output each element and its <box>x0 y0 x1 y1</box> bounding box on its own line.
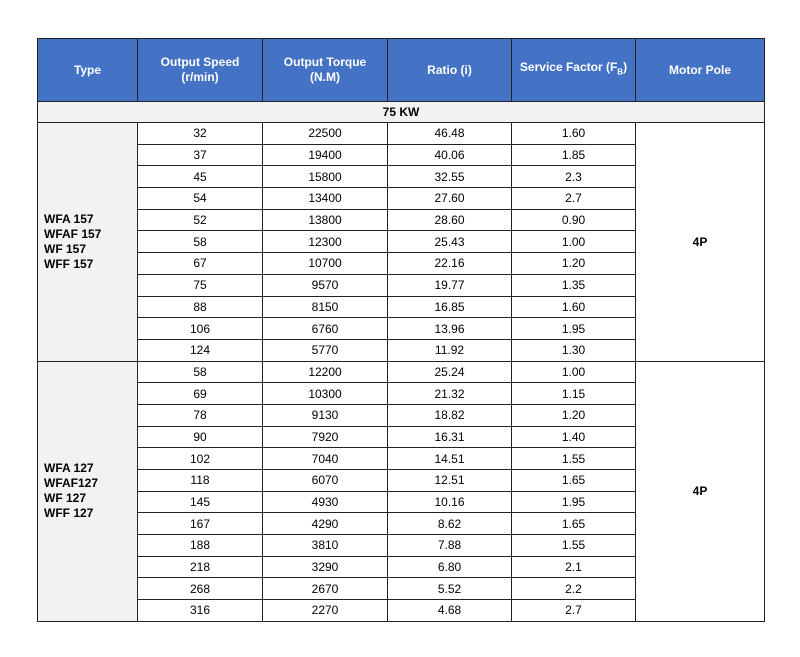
header-output-torque-line2: (N.M) <box>310 70 340 84</box>
header-output-speed <box>138 39 263 102</box>
specification-table <box>37 38 765 622</box>
output-speed-cell: 69 <box>138 383 263 405</box>
output-torque-cell: 13400 <box>263 188 388 210</box>
output-speed-cell: 124 <box>138 339 263 361</box>
output-speed-cell: 52 <box>138 209 263 231</box>
output-speed-cell: 37 <box>138 144 263 166</box>
output-torque-cell: 19400 <box>263 144 388 166</box>
service-factor-cell: 1.65 <box>512 513 636 535</box>
output-torque-cell: 9570 <box>263 274 388 296</box>
type-cell <box>38 361 138 621</box>
output-torque-cell: 7920 <box>263 426 388 448</box>
ratio-cell: 6.80 <box>388 556 512 578</box>
ratio-cell: 46.48 <box>388 123 512 145</box>
power-row <box>38 102 765 123</box>
output-speed-cell: 58 <box>138 361 263 383</box>
output-speed-cell: 145 <box>138 491 263 513</box>
ratio-cell: 8.62 <box>388 513 512 535</box>
output-speed-cell: 218 <box>138 556 263 578</box>
output-torque-cell: 4290 <box>263 513 388 535</box>
output-torque-cell: 22500 <box>263 123 388 145</box>
output-speed-cell: 45 <box>138 166 263 188</box>
service-factor-cell: 1.15 <box>512 383 636 405</box>
output-speed-cell: 102 <box>138 448 263 470</box>
output-speed-cell: 78 <box>138 404 263 426</box>
ratio-cell: 18.82 <box>388 404 512 426</box>
table-row <box>38 361 765 383</box>
output-torque-cell: 9130 <box>263 404 388 426</box>
output-torque-cell: 2270 <box>263 600 388 622</box>
service-factor-cell: 1.55 <box>512 535 636 557</box>
output-torque-cell: 13800 <box>263 209 388 231</box>
output-speed-cell: 54 <box>138 188 263 210</box>
service-factor-cell: 0.90 <box>512 209 636 231</box>
service-factor-cell: 2.1 <box>512 556 636 578</box>
output-speed-cell: 90 <box>138 426 263 448</box>
output-torque-cell: 5770 <box>263 339 388 361</box>
output-torque-cell: 6070 <box>263 470 388 492</box>
output-torque-cell: 12300 <box>263 231 388 253</box>
service-factor-cell: 2.2 <box>512 578 636 600</box>
output-torque-cell: 12200 <box>263 361 388 383</box>
gearbox-group-157 <box>38 123 765 362</box>
service-factor-cell: 1.00 <box>512 361 636 383</box>
ratio-cell: 25.43 <box>388 231 512 253</box>
type-model: WF 157 <box>44 241 87 256</box>
output-speed-cell: 167 <box>138 513 263 535</box>
ratio-cell: 12.51 <box>388 470 512 492</box>
motor-pole-cell: 4P <box>636 361 765 621</box>
output-speed-cell: 75 <box>138 274 263 296</box>
ratio-cell: 7.88 <box>388 535 512 557</box>
service-factor-cell: 1.00 <box>512 231 636 253</box>
ratio-cell: 19.77 <box>388 274 512 296</box>
header-row <box>38 39 765 102</box>
ratio-cell: 4.68 <box>388 600 512 622</box>
header-service-factor-close: ) <box>623 60 628 75</box>
output-torque-cell: 8150 <box>263 296 388 318</box>
output-torque-cell: 3290 <box>263 556 388 578</box>
type-model: WFAF 157 <box>44 226 102 241</box>
output-torque-cell: 10300 <box>263 383 388 405</box>
service-factor-cell: 1.20 <box>512 404 636 426</box>
service-factor-cell: 1.60 <box>512 123 636 145</box>
ratio-cell: 13.96 <box>388 318 512 340</box>
output-speed-cell: 268 <box>138 578 263 600</box>
ratio-cell: 16.85 <box>388 296 512 318</box>
service-factor-cell: 1.65 <box>512 470 636 492</box>
header-ratio: Ratio (i) <box>388 39 512 102</box>
service-factor-cell: 1.30 <box>512 339 636 361</box>
output-speed-cell: 188 <box>138 535 263 557</box>
ratio-cell: 14.51 <box>388 448 512 470</box>
output-speed-cell: 58 <box>138 231 263 253</box>
ratio-cell: 11.92 <box>388 339 512 361</box>
type-model: WF 127 <box>44 491 87 506</box>
type-model: WFF 157 <box>44 256 94 271</box>
output-speed-cell: 118 <box>138 470 263 492</box>
service-factor-cell: 1.95 <box>512 318 636 340</box>
table-row <box>38 123 765 145</box>
motor-pole-cell: 4P <box>636 123 765 362</box>
header-output-speed-line2: (r/min) <box>181 70 219 84</box>
service-factor-cell: 1.55 <box>512 448 636 470</box>
ratio-cell: 28.60 <box>388 209 512 231</box>
type-cell <box>38 123 138 362</box>
service-factor-cell: 1.40 <box>512 426 636 448</box>
output-torque-cell: 7040 <box>263 448 388 470</box>
header-service-factor-text: Service Factor (F <box>519 60 618 75</box>
ratio-cell: 21.32 <box>388 383 512 405</box>
type-model: WFA 157 <box>44 211 94 226</box>
service-factor-cell: 1.85 <box>512 144 636 166</box>
ratio-cell: 40.06 <box>388 144 512 166</box>
service-factor-cell: 2.7 <box>512 600 636 622</box>
service-factor-cell: 2.3 <box>512 166 636 188</box>
output-speed-cell: 106 <box>138 318 263 340</box>
type-model: WFF 127 <box>44 506 94 521</box>
ratio-cell: 32.55 <box>388 166 512 188</box>
header-output-torque <box>263 39 388 102</box>
output-torque-cell: 10700 <box>263 253 388 275</box>
header-output-torque-line1: Output Torque <box>283 55 367 69</box>
ratio-cell: 5.52 <box>388 578 512 600</box>
header-service-factor-sub: B <box>617 67 624 77</box>
type-model: WFAF127 <box>44 476 99 491</box>
ratio-cell: 16.31 <box>388 426 512 448</box>
ratio-cell: 25.24 <box>388 361 512 383</box>
type-model: WFA 127 <box>44 461 94 476</box>
ratio-cell: 10.16 <box>388 491 512 513</box>
service-factor-cell: 2.7 <box>512 188 636 210</box>
service-factor-cell: 1.20 <box>512 253 636 275</box>
output-speed-cell: 67 <box>138 253 263 275</box>
header-service-factor <box>512 39 636 102</box>
output-torque-cell: 15800 <box>263 166 388 188</box>
output-speed-cell: 32 <box>138 123 263 145</box>
service-factor-cell: 1.95 <box>512 491 636 513</box>
gearbox-group-127 <box>38 361 765 621</box>
ratio-cell: 27.60 <box>388 188 512 210</box>
power-rating: 75 KW <box>38 102 765 123</box>
service-factor-cell: 1.35 <box>512 274 636 296</box>
output-speed-cell: 88 <box>138 296 263 318</box>
service-factor-cell: 1.60 <box>512 296 636 318</box>
header-type: Type <box>38 39 138 102</box>
header-motor-pole: Motor Pole <box>636 39 765 102</box>
header-output-speed-line1: Output Speed <box>160 55 240 69</box>
output-speed-cell: 316 <box>138 600 263 622</box>
output-torque-cell: 2670 <box>263 578 388 600</box>
output-torque-cell: 3810 <box>263 535 388 557</box>
output-torque-cell: 4930 <box>263 491 388 513</box>
output-torque-cell: 6760 <box>263 318 388 340</box>
ratio-cell: 22.16 <box>388 253 512 275</box>
